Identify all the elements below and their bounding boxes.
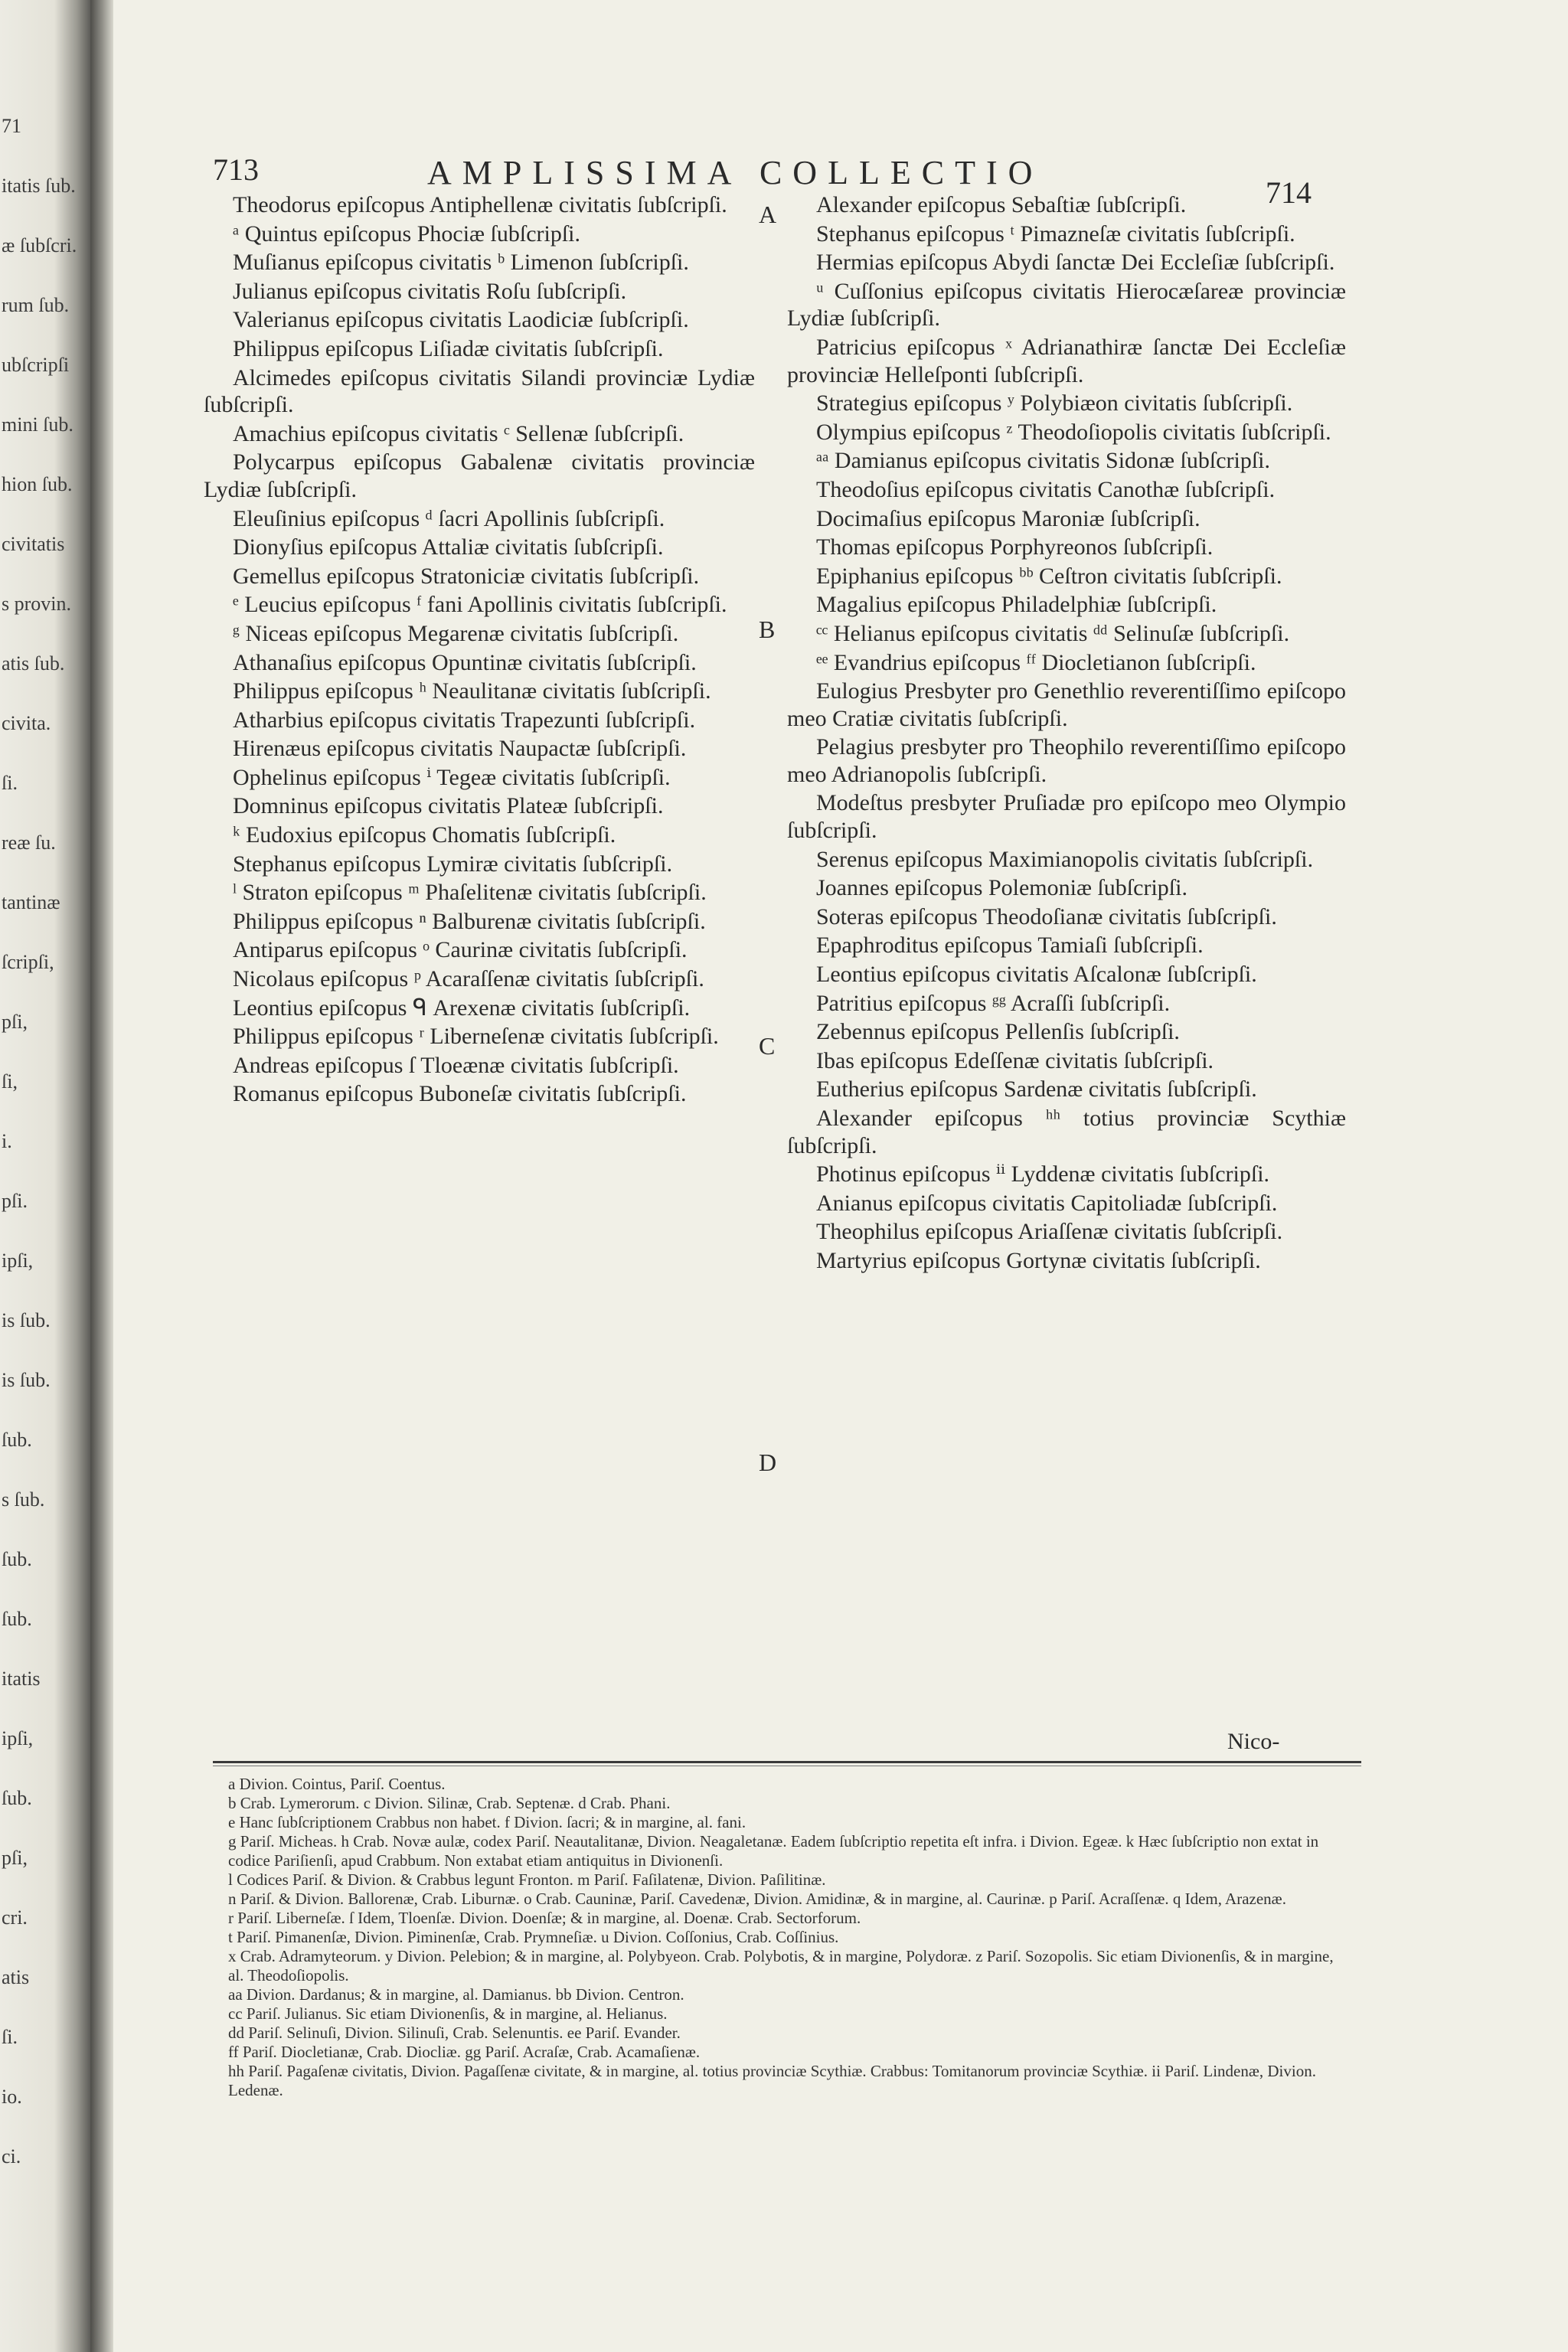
subscription-entry: Julianus epiſcopus civitatis Roſu ſubſcripſi. (233, 278, 627, 304)
subscription-entry: Strategius epiſcopus ʸ Polybiæon civitatis ſubſcripſi. (816, 390, 1293, 416)
page-number-right: 714 (1266, 175, 1312, 210)
subscription-entry: ᵘ Cuſſonius epiſcopus civitatis Hierocæſareæ provinciæ Lydiæ ſubſcripſi. (787, 278, 1346, 332)
margin-fragment: i. (2, 1130, 12, 1152)
margin-fragment: pſi, (2, 1847, 28, 1869)
left-page-edge (0, 0, 90, 2352)
footnote: aa Divion. Dardanus; & in margine, al. Damianus. bb Divion. Centron. (228, 1985, 684, 2004)
subscription-entry: ˡ Straton epiſcopus ᵐ Phaſelitenæ civitatis ſubſcripſi. (233, 880, 707, 906)
margin-fragment: reæ ſu. (2, 831, 56, 854)
subscription-entry: Gemellus epiſcopus Stratoniciæ civitatis ſubſcripſi. (233, 563, 700, 589)
subscription-entry: Amachius epiſcopus civitatis ᶜ Sellenæ ſubſcripſi. (233, 420, 684, 446)
document-page (113, 0, 1568, 2352)
margin-fragment: pſi. (2, 1190, 28, 1212)
margin-fragment: ſi. (2, 2026, 18, 2048)
running-title: AMPLISSIMA COLLECTIO (427, 154, 1044, 191)
margin-fragment: ubſcripſi (2, 354, 70, 376)
margin-fragment: ipſi, (2, 1727, 34, 1749)
right-column (787, 191, 1346, 1276)
left-column (204, 191, 755, 1109)
subscription-entry: Domninus epiſcopus civitatis Plateæ ſubſcripſi. (233, 793, 664, 819)
subscription-entry: Philippus epiſcopus ʰ Neaulitanæ civitatis ſubſcripſi. (233, 678, 711, 704)
subscription-entry: ᵍ Niceas epiſcopus Megarenæ civitatis ſubſcripſi. (233, 620, 679, 646)
subscription-entry: Hirenæus epiſcopus civitatis Naupactæ ſubſcripſi. (233, 736, 687, 762)
footnote: ff Pariſ. Diocletianæ, Crab. Diocliæ. gg Pariſ. Acraſæ, Crab. Acamaſienæ. (228, 2043, 701, 2061)
subscription-entry: ᵉ Leucius epiſcopus ᶠ fani Apollinis civitatis ſubſcripſi. (233, 592, 727, 618)
subscription-entry: Valerianus epiſcopus civitatis Laodiciæ ſubſcripſi. (233, 307, 689, 333)
margin-fragment: ſub. (2, 1608, 32, 1630)
subscription-entry: Ibas epiſcopus Edeſſenæ civitatis ſubſcripſi. (816, 1047, 1214, 1073)
subscription-entry: Romanus epiſcopus Buboneſæ civitatis ſubſcripſi. (233, 1081, 687, 1107)
footnote: t Pariſ. Pimanenſæ, Divion. Piminenſæ, Crab. Prymneſiæ. u Divion. Coſſonius, Crab. Coſſinius. (228, 1928, 839, 1946)
subscription-entry: Anianus epiſcopus civitatis Capitoliadæ ſubſcripſi. (816, 1190, 1278, 1216)
subscription-entry: Modeſtus presbyter Pruſiadæ pro epiſcopo meo Olympio ſubſcripſi. (787, 790, 1346, 844)
book-gutter (90, 0, 113, 2352)
section-letter-a: A (759, 201, 777, 228)
page-number-left: 713 (213, 152, 259, 187)
subscription-entry: Nicolaus epiſcopus ᵖ Acaraſſenæ civitatis ſubſcripſi. (233, 966, 704, 992)
subscription-entry: Zebennus epiſcopus Pellenſis ſubſcripſi. (816, 1019, 1180, 1045)
subscription-entry: Olympius epiſcopus ᶻ Theodoſiopolis civitatis ſubſcripſi. (816, 419, 1331, 445)
margin-fragment: cri. (2, 1906, 28, 1929)
margin-fragment: pſi, (2, 1011, 28, 1033)
subscription-entry: Hermias epiſcopus Abydi ſanctæ Dei Eccleſiæ ſubſcripſi. (816, 250, 1335, 276)
section-letter-d: D (759, 1449, 777, 1476)
subscription-entry: Alcimedes epiſcopus civitatis Silandi provinciæ Lydiæ ſubſcripſi. (204, 364, 755, 418)
footnote: a Divion. Cointus, Pariſ. Coentus. (228, 1775, 446, 1793)
margin-fragment: ci. (2, 2145, 21, 2167)
margin-fragment: ipſi, (2, 1250, 34, 1272)
subscription-entry: Serenus epiſcopus Maximianopolis civitatis ſubſcripſi. (816, 846, 1314, 872)
footnote-rule (213, 1761, 1361, 1763)
section-letter-b: B (759, 616, 776, 643)
subscription-entry: ᵃᵃ Damianus epiſcopus civitatis Sidonæ ſubſcripſi. (816, 448, 1271, 474)
margin-fragment: civita. (2, 712, 51, 734)
section-letter-c: C (759, 1032, 776, 1060)
footnote: dd Pariſ. Selinuſi, Divion. Silinuſi, Crab. Selenuntis. ee Pariſ. Evander. (228, 2024, 681, 2042)
subscription-entry: Soteras epiſcopus Theodoſianæ civitatis ſubſcripſi. (816, 903, 1277, 929)
subscription-entry: Polycarpus epiſcopus Gabalenæ civitatis provinciæ Lydiæ ſubſcripſi. (204, 449, 755, 502)
margin-fragment: rum ſub. (2, 294, 70, 316)
subscription-entry: Pelagius presbyter pro Theophilo reverentiſſimo epiſcopo meo Adrianopolis ſubſcripſi. (787, 734, 1346, 787)
subscription-entry: Patricius epiſcopus ˣ Adrianathiræ ſanctæ Dei Eccleſiæ provinciæ Helleſponti ſubſcripſi. (787, 334, 1346, 387)
margin-fragment: is ſub. (2, 1309, 51, 1331)
subscription-entry: Athanaſius epiſcopus Opuntinæ civitatis ſubſcripſi. (233, 649, 697, 675)
subscription-entry: Muſianus epiſcopus civitatis ᵇ Limenon ſubſcripſi. (233, 250, 689, 276)
subscription-entry: Epiphanius epiſcopus ᵇᵇ Ceſtron civitatis ſubſcripſi. (816, 563, 1282, 589)
margin-fragment: itatis ſub. (2, 175, 76, 197)
margin-fragment: is ſub. (2, 1369, 51, 1391)
subscription-entry: ᶜᶜ Helianus epiſcopus civitatis ᵈᵈ Selinuſæ ſubſcripſi. (816, 620, 1290, 646)
subscription-entry: Leontius epiſcopus ᑫ Arexenæ civitatis ſubſcripſi. (233, 995, 691, 1021)
margin-fragment: ſub. (2, 1548, 32, 1570)
subscription-entry: Joannes epiſcopus Polemoniæ ſubſcripſi. (816, 875, 1187, 901)
margin-fragment: s provin. (2, 593, 71, 615)
margin-fragment: ſi. (2, 772, 18, 794)
subscription-entry: Philippus epiſcopus ʳ Liberneſenæ civitatis ſubſcripſi. (233, 1024, 719, 1050)
subscription-entry: Martyrius epiſcopus Gortynæ civitatis ſubſcripſi. (816, 1247, 1261, 1273)
subscription-entry: Antiparus epiſcopus ᵒ Caurinæ civitatis ſubſcripſi. (233, 937, 688, 963)
subscription-entry: Theophilus epiſcopus Ariaſſenæ civitatis ſubſcripſi. (816, 1219, 1283, 1245)
subscription-entry: Eutherius epiſcopus Sardenæ civitatis ſubſcripſi. (816, 1076, 1257, 1102)
footnotes (213, 1775, 1346, 2100)
subscription-entry: Thomas epiſcopus Porphyreonos ſubſcripſi. (816, 534, 1214, 560)
subscription-entry: Eleuſinius epiſcopus ᵈ ſacri Apollinis ſubſcripſi. (233, 505, 665, 531)
footnote: b Crab. Lymerorum. c Divion. Silinæ, Crab. Septenæ. d Crab. Phani. (228, 1794, 671, 1812)
margin-fragment: civitatis (2, 533, 65, 555)
subscription-entry: Stephanus epiſcopus ᵗ Pimazneſæ civitatis ſubſcripſi. (816, 220, 1295, 247)
subscription-entry: ᵉᵉ Evandrius epiſcopus ᶠᶠ Diocletianon ſubſcripſi. (816, 649, 1256, 675)
subscription-entry: Leontius epiſcopus civitatis Aſcalonæ ſubſcripſi. (816, 962, 1257, 988)
margin-fragment: tantinæ (2, 891, 60, 913)
margin-fragment: atis ſub. (2, 652, 65, 675)
margin-fragment: æ ſubſcri. (2, 234, 77, 256)
subscription-entry: ᵏ Eudoxius epiſcopus Chomatis ſubſcripſi. (233, 822, 616, 848)
margin-fragment: 71 (2, 115, 21, 137)
footnote: x Crab. Adramyteorum. y Divion. Pelebion; & in margine, al. Polybyeon. Crab. Polybotis, & in margine, Polydoræ. z Pariſ. Sozopolis. Sic etiam Divionenſis, & in margine, al. Theodoſiopolis. (228, 1947, 1334, 1984)
subscription-entry: Dionyſius epiſcopus Attaliæ civitatis ſubſcripſi. (233, 534, 664, 560)
subscription-entry: Alexander epiſcopus ʰʰ totius provinciæ Scythiæ ſubſcripſi. (787, 1106, 1346, 1158)
margin-fragment: s ſub. (2, 1488, 45, 1511)
catchword: Nico- (1227, 1729, 1280, 1754)
subscription-entry: Ophelinus epiſcopus ⁱ Tegeæ civitatis ſubſcripſi. (233, 764, 671, 790)
footnote: hh Pariſ. Pagaſenæ civitatis, Divion. Pagaſſenæ civitate, & in margine, al. totius provinciæ Scythiæ. Crabbus: Tomitanorum provinciæ Scythiæ. ii Pariſ. Lindenæ, Divion. Ledenæ. (228, 2062, 1316, 2099)
footnote: l Codices Pariſ. & Divion. & Crabbus legunt Fronton. m Pariſ. Faſilatenæ, Divion. Paſilitinæ. (228, 1870, 826, 1889)
footnote: n Pariſ. & Divion. Ballorenæ, Crab. Liburnæ. o Crab. Cauninæ, Pariſ. Cavedenæ, Divion. Amidinæ, & in margine, al. Caurinæ. p Pariſ. Acraſſenæ. q Idem, Arazenæ. (228, 1890, 1286, 1908)
margin-fragment: ſcripſi, (2, 951, 54, 973)
margin-fragment: atis (2, 1966, 30, 1988)
subscription-entry: Epaphroditus epiſcopus Tamiaſi ſubſcripſi. (816, 933, 1204, 959)
margin-fragment: ſi, (2, 1070, 18, 1093)
margin-fragment: hion ſub. (2, 473, 73, 495)
subscription-entry: Alexander epiſcopus Sebaſtiæ ſubſcripſi. (816, 192, 1187, 217)
subscription-entry: Theodoſius epiſcopus civitatis Canothæ ſubſcripſi. (816, 476, 1276, 502)
subscription-entry: Stephanus epiſcopus Lymiræ civitatis ſubſcripſi. (233, 851, 673, 877)
subscription-entry: Magalius epiſcopus Philadelphiæ ſubſcripſi. (816, 592, 1217, 618)
margin-fragment: mini ſub. (2, 413, 74, 436)
subscription-entry: Atharbius epiſcopus civitatis Trapezunti ſubſcripſi. (233, 707, 696, 733)
subscription-entry: Patritius epiſcopus ᵍᵍ Acraſſi ſubſcripſi. (816, 990, 1171, 1016)
margin-fragment: io. (2, 2086, 22, 2108)
subscription-entry: Andreas epiſcopus ſ Tloeænæ civitatis ſubſcripſi. (233, 1052, 679, 1078)
footnote: g Pariſ. Micheas. h Crab. Novæ aulæ, codex Pariſ. Neautalitanæ, Divion. Neagaletanæ. Eadem ſubſcriptio repetita eſt infra. i Divion. Egeæ. k Hæc ſubſcriptio non extat in codice Pariſienſi, apud Crabbum. Non extabat etiam antiquitus in Divionenſi. (228, 1832, 1319, 1870)
margin-fragment: ſub. (2, 1429, 32, 1451)
margin-fragment: ſub. (2, 1787, 32, 1809)
footnote: r Pariſ. Liberneſæ. ſ Idem, Tloenſæ. Divion. Doenſæ; & in margine, al. Doenæ. Crab. Sectorforum. (228, 1909, 861, 1927)
footnote: e Hanc ſubſcriptionem Crabbus non habet. f Divion. ſacri; & in margine, al. fani. (228, 1813, 746, 1831)
subscription-entry: Philippus epiſcopus Liſiadæ civitatis ſubſcripſi. (233, 335, 664, 361)
subscription-entry: Eulogius Presbyter pro Genethlio reverentiſſimo epiſcopo meo Cratiæ civitatis ſubſcripſi. (787, 678, 1346, 731)
footnote: cc Pariſ. Julianus. Sic etiam Divionenſis, & in margine, al. Helianus. (228, 2004, 668, 2023)
subscription-entry: Photinus epiſcopus ⁱⁱ Lyddenæ civitatis ſubſcripſi. (816, 1161, 1270, 1187)
subscription-entry: Philippus epiſcopus ⁿ Balburenæ civitatis ſubſcripſi. (233, 908, 706, 934)
subscription-entry: Theodorus epiſcopus Antiphellenæ civitatis ſubſcripſi. (233, 192, 727, 217)
margin-fragment: itatis (2, 1668, 41, 1690)
subscription-entry: ᵃ Quintus epiſcopus Phociæ ſubſcripſi. (233, 220, 581, 247)
subscription-entry: Docimaſius epiſcopus Maroniæ ſubſcripſi. (816, 505, 1200, 531)
